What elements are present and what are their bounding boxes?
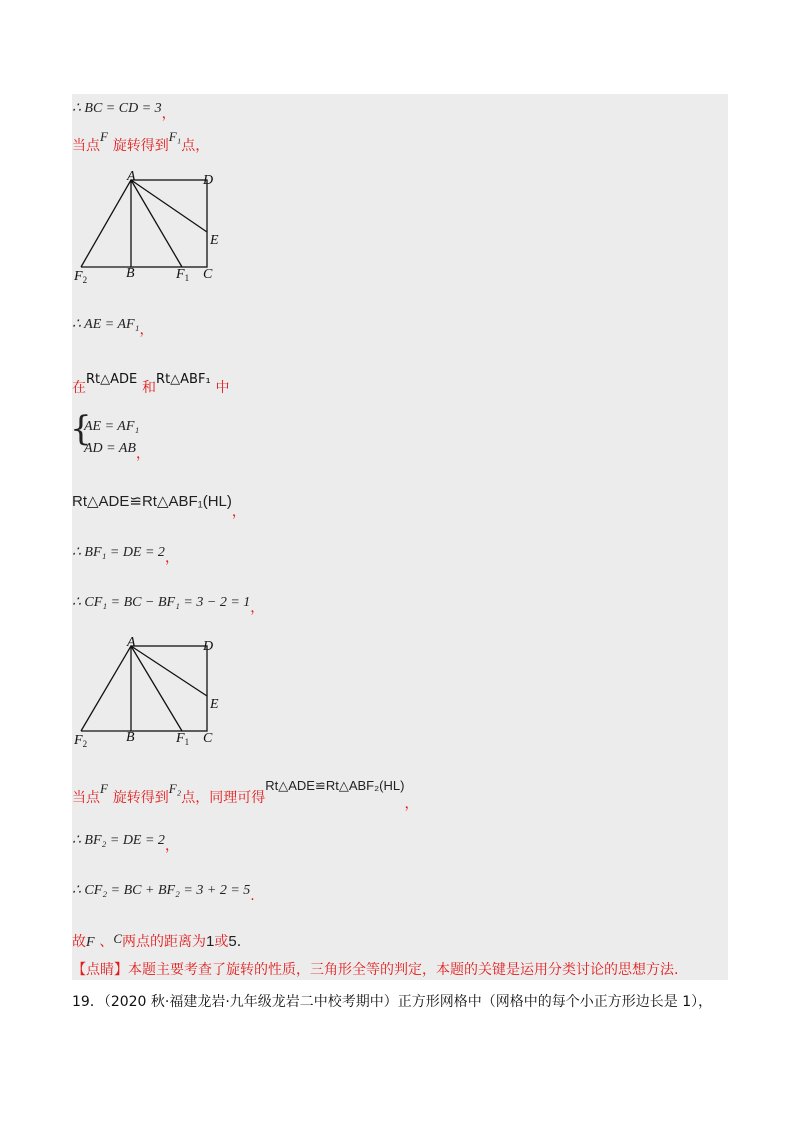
segment-af2 <box>81 646 131 731</box>
segment-ae <box>131 180 207 232</box>
line-in-triangles: 在Rt△ADE 和Rt△ABF₁ 中 <box>72 372 230 396</box>
system-line-1: AE = AF₁ <box>84 419 140 434</box>
line-ae-af1: ∴ AE = AF₁， <box>72 317 154 338</box>
label-e: E <box>210 233 219 248</box>
comment-line: 【点睛】本题主要考查了旋转的性质，三角形全等的判定，本题的关键是运用分类讨论的思想方法. <box>72 962 679 978</box>
geometry-figure-1 <box>72 170 222 285</box>
label-a: A <box>127 170 136 184</box>
geometry-figure-2 <box>72 636 222 751</box>
line-bf2-de: ∴ BF₂ = DE = 2， <box>72 833 179 854</box>
label-c: C <box>203 731 213 746</box>
line-rotate-f2: 当点F 旋转得到F₂点，同理可得Rt△ADE≌Rt△ABF₂(HL)， <box>72 778 419 812</box>
brace-symbol: { <box>70 409 92 449</box>
label-d: D <box>203 639 214 654</box>
line-cf1: ∴ CF₁ = BC − BF₁ = 3 − 2 = 1， <box>72 595 265 616</box>
line-cf2: ∴ CF₂ = BC + BF₂ = 3 + 2 = 5. <box>72 883 255 904</box>
label-c: C <box>203 267 213 282</box>
label-b: B <box>126 730 135 745</box>
segment-af1 <box>131 180 182 267</box>
line-congruence-1: Rt△ADE≌Rt△ABF₁(HL)， <box>72 493 246 520</box>
segment-af2 <box>81 180 131 267</box>
label-d: D <box>203 173 214 188</box>
line-bc-cd: ∴ BC = CD = 3， <box>72 101 176 122</box>
label-b: B <box>126 266 135 281</box>
segment-ae <box>131 646 207 696</box>
system-line-2: AD = AB， <box>84 441 150 462</box>
question-19: 19．（2020 秋·福建龙岩·九年级龙岩二中校考期中）正方形网格中（网格中的每个小正方形边长是 1）， <box>72 994 713 1010</box>
segment-af1 <box>131 646 182 731</box>
label-f1: $F_1$ <box>176 267 190 283</box>
label-f2: $F_2$ <box>74 733 88 749</box>
line-rotate-f1: 当点F 旋转得到F₁点， <box>72 129 210 154</box>
label-f2: $F_2$ <box>74 269 88 285</box>
line-conclusion: 故F 、C两点的距离为1或5. <box>72 931 242 950</box>
label-f1: $F_1$ <box>176 731 190 747</box>
label-e: E <box>210 697 219 712</box>
label-a: A <box>127 636 136 650</box>
line-bf1-de: ∴ BF₁ = DE = 2， <box>72 545 179 566</box>
